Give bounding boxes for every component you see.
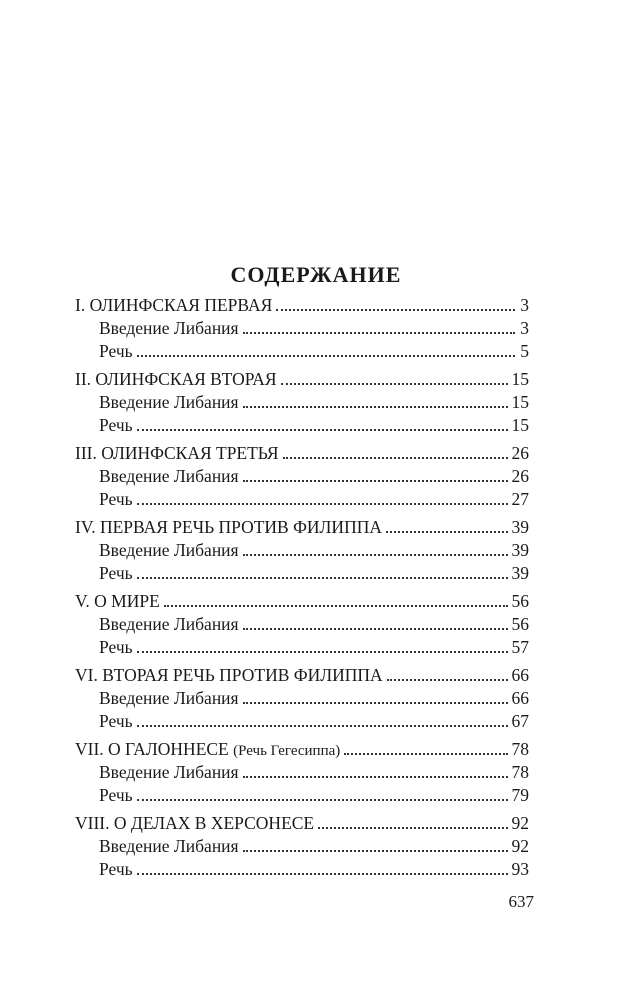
toc-subentry[interactable] — [75, 488, 529, 511]
toc-entry-label: I. ОЛИНФСКАЯ ПЕРВАЯ — [75, 295, 273, 315]
toc-subentry[interactable] — [75, 539, 529, 562]
dot-leader — [164, 599, 508, 607]
toc-subentry[interactable] — [75, 562, 529, 585]
toc-subentry-label: Речь — [99, 415, 133, 435]
dot-leader — [283, 451, 508, 459]
toc-subentry-label: Речь — [99, 489, 133, 509]
toc-page-number: 92 — [511, 836, 529, 856]
toc-page-number: 67 — [511, 711, 529, 731]
toc-subentry[interactable] — [75, 414, 529, 437]
toc-section — [75, 738, 529, 807]
toc-page-number: 5 — [520, 341, 529, 361]
toc-subentry-label: Введение Либания — [99, 318, 239, 338]
page-number: 637 — [508, 892, 534, 911]
dot-leader — [386, 525, 508, 533]
toc-subentry-label: Введение Либания — [99, 540, 239, 560]
toc-subentry-label: Речь — [99, 563, 133, 583]
dot-leader — [318, 821, 507, 829]
dot-leader — [243, 474, 508, 482]
dot-leader — [387, 673, 508, 681]
toc-entry-note: (Речь Гегесиппа) — [233, 743, 341, 759]
toc-subentry-label: Введение Либания — [99, 688, 239, 708]
toc-subentry[interactable] — [75, 340, 529, 363]
toc-page-number: 79 — [511, 785, 529, 805]
dot-leader — [243, 844, 508, 852]
toc-section — [75, 590, 529, 659]
toc-page-number: 56 — [511, 591, 529, 611]
toc-section — [75, 442, 529, 511]
toc-section — [75, 516, 529, 585]
toc-entry-label — [75, 738, 340, 763]
dot-leader — [137, 793, 508, 801]
toc-page-number: 93 — [511, 859, 529, 879]
toc-subentry[interactable] — [75, 835, 529, 858]
toc-entry[interactable] — [75, 294, 529, 317]
toc-subentry[interactable] — [75, 613, 529, 636]
toc-page-number: 3 — [520, 318, 529, 338]
toc-subentry-label: Введение Либания — [99, 762, 239, 782]
dot-leader — [137, 645, 508, 653]
toc-page-number: 27 — [511, 489, 529, 509]
toc-entry-label: IV. ПЕРВАЯ РЕЧЬ ПРОТИВ ФИЛИППА — [75, 517, 382, 537]
toc-subentry[interactable] — [75, 710, 529, 733]
toc-subentry-label: Введение Либания — [99, 614, 239, 634]
table-of-contents — [75, 294, 529, 886]
toc-subentry-label: Речь — [99, 637, 133, 657]
dot-leader — [243, 548, 508, 556]
dot-leader — [243, 770, 508, 778]
page-title: СОДЕРЖАНИЕ — [230, 262, 402, 287]
toc-entry[interactable] — [75, 590, 529, 613]
toc-subentry[interactable] — [75, 636, 529, 659]
toc-page-number: 56 — [511, 614, 529, 634]
dot-leader — [137, 497, 508, 505]
toc-section — [75, 664, 529, 733]
toc-entry-title: VII. О ГАЛОННЕСЕ — [75, 739, 229, 759]
toc-page-number: 15 — [511, 392, 529, 412]
toc-section — [75, 368, 529, 437]
toc-page-number: 3 — [520, 295, 529, 315]
toc-subentry[interactable] — [75, 317, 529, 340]
toc-subentry[interactable] — [75, 784, 529, 807]
toc-section — [75, 294, 529, 363]
toc-subentry-label: Речь — [99, 859, 133, 879]
toc-subentry-label: Введение Либания — [99, 466, 239, 486]
dot-leader — [137, 571, 508, 579]
toc-subentry[interactable] — [75, 465, 529, 488]
dot-leader — [243, 622, 508, 630]
dot-leader — [243, 326, 515, 334]
toc-page-number: 66 — [511, 665, 529, 685]
toc-page-number: 26 — [511, 443, 529, 463]
toc-entry-label: II. ОЛИНФСКАЯ ВТОРАЯ — [75, 369, 277, 389]
toc-entry[interactable] — [75, 368, 529, 391]
dot-leader — [276, 303, 515, 311]
toc-entry[interactable] — [75, 442, 529, 465]
toc-entry-label: VIII. О ДЕЛАХ В ХЕРСОНЕСЕ — [75, 813, 315, 833]
toc-subentry[interactable] — [75, 687, 529, 710]
toc-entry[interactable] — [75, 738, 529, 761]
dot-leader — [243, 400, 508, 408]
toc-page-number: 15 — [511, 369, 529, 389]
toc-page-number: 39 — [511, 517, 529, 537]
toc-page-number: 92 — [511, 813, 529, 833]
toc-page-number: 78 — [511, 762, 529, 782]
toc-page-number: 57 — [511, 637, 529, 657]
toc-subentry-label: Речь — [99, 711, 133, 731]
toc-subentry-label: Речь — [99, 341, 133, 361]
toc-subentry[interactable] — [75, 858, 529, 881]
toc-entry-label: III. ОЛИНФСКАЯ ТРЕТЬЯ — [75, 443, 279, 463]
toc-subentry[interactable] — [75, 391, 529, 414]
toc-subentry-label: Речь — [99, 785, 133, 805]
toc-page-number: 26 — [511, 466, 529, 486]
toc-page-number: 66 — [511, 688, 529, 708]
dot-leader — [137, 349, 515, 357]
toc-entry-label: VI. ВТОРАЯ РЕЧЬ ПРОТИВ ФИЛИППА — [75, 665, 383, 685]
toc-entry-label: V. О МИРЕ — [75, 591, 160, 611]
dot-leader — [243, 696, 508, 704]
toc-entry[interactable] — [75, 664, 529, 687]
toc-page-number: 39 — [511, 540, 529, 560]
dot-leader — [344, 747, 507, 755]
dot-leader — [137, 719, 508, 727]
toc-subentry[interactable] — [75, 761, 529, 784]
toc-page-number: 39 — [511, 563, 529, 583]
toc-page-number: 78 — [511, 739, 529, 759]
dot-leader — [281, 377, 508, 385]
toc-page-number: 15 — [511, 415, 529, 435]
toc-section — [75, 812, 529, 881]
toc-entry[interactable] — [75, 812, 529, 835]
dot-leader — [137, 867, 508, 875]
dot-leader — [137, 423, 508, 431]
toc-subentry-label: Введение Либания — [99, 392, 239, 412]
toc-entry[interactable] — [75, 516, 529, 539]
toc-subentry-label: Введение Либания — [99, 836, 239, 856]
